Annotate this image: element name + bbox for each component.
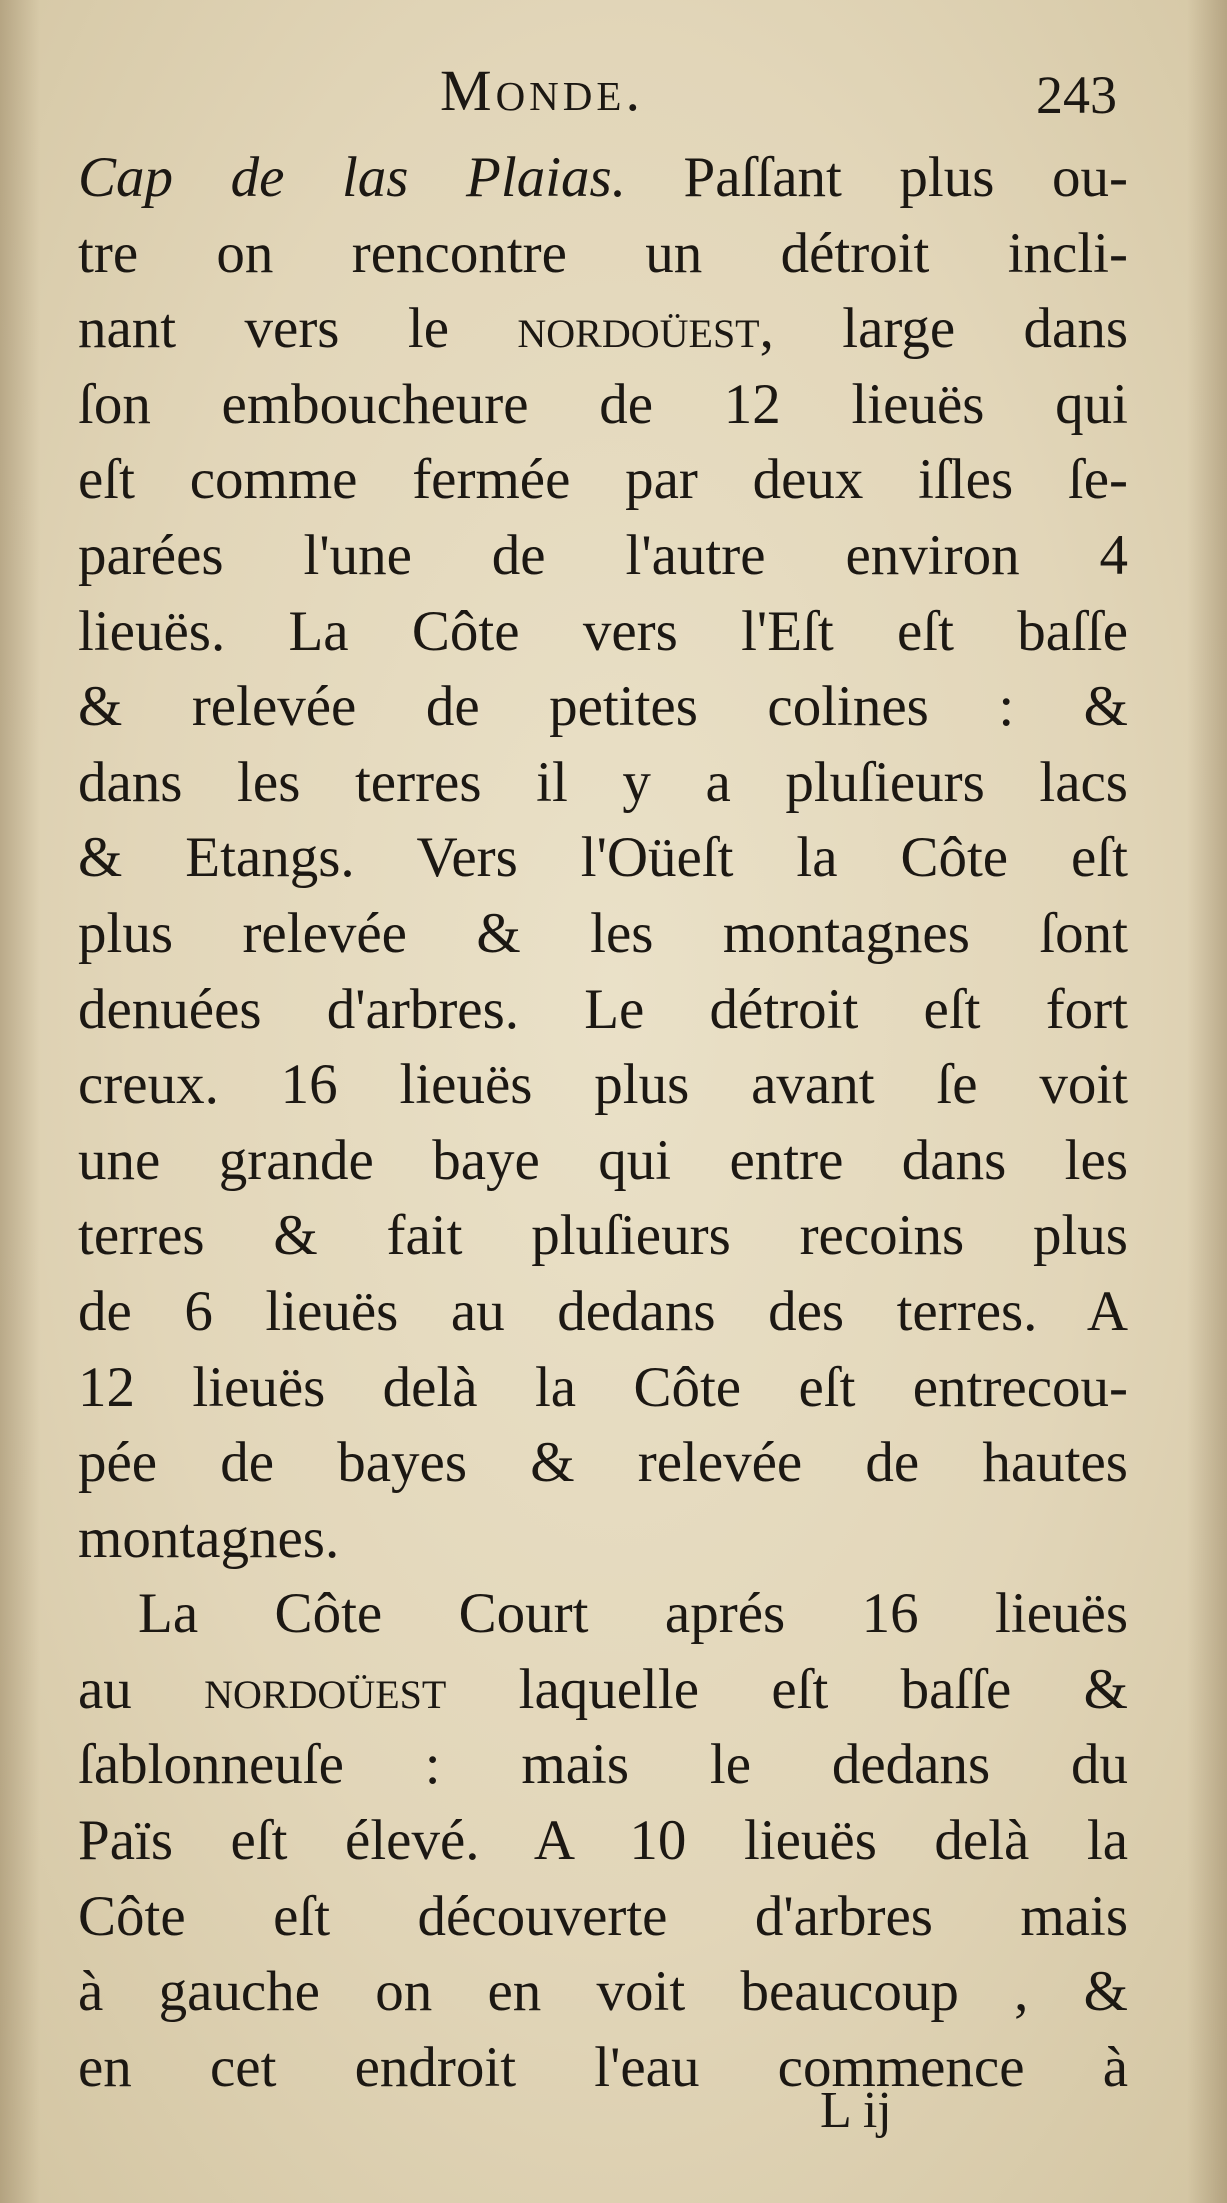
text-segment: au: [78, 1657, 205, 1721]
text-line: Païs eſt élevé. A 10 lieuës delà la: [78, 1809, 1128, 1873]
text-segment: nant vers le: [78, 297, 518, 361]
body-text: [78, 140, 1128, 2105]
text-line: pée de bayes & relevée de hautes: [78, 1431, 1128, 1495]
text-line: 12 lieuës delà la Côte eſt entrecou-: [78, 1355, 1128, 1419]
page-number: 243: [1036, 65, 1117, 125]
text-line: La Côte Court aprés 16 lieuës: [138, 1582, 1128, 1646]
text-line: & relevée de petites colines : &: [78, 675, 1128, 739]
text-line: dans les terres il y a pluſieurs lacs: [78, 750, 1128, 814]
text-line: lieuës. La Côte vers l'Eſt eſt baſſe: [78, 599, 1128, 663]
page-edge-shadow-left: [0, 0, 40, 2203]
text-segment: laquelle eſt baſſe &: [446, 1657, 1128, 1721]
text-line: ſon emboucheure de 12 lieuës qui: [78, 372, 1128, 436]
text-line: [78, 1652, 1128, 1728]
text-line: une grande baye qui entre dans les: [78, 1128, 1128, 1192]
text-segment: , large dans: [759, 297, 1128, 361]
text-line: tre on rencontre un détroit incli-: [78, 221, 1128, 285]
text-line: [78, 140, 1128, 216]
direction-small-caps: nordoüeſt: [517, 297, 760, 361]
text-line: eſt comme fermée par deux iſles ſe-: [78, 448, 1128, 512]
text-line: à gauche on en voit beaucoup , &: [78, 1960, 1128, 2024]
signature-mark: L ij: [820, 2082, 892, 2139]
direction-small-caps: nordoüeſt: [204, 1657, 447, 1721]
text-line: Côte eſt découverte d'arbres mais: [78, 1884, 1128, 1948]
text-line: montagnes.: [78, 1506, 340, 1570]
running-head: Monde.: [440, 58, 644, 123]
page-edge-shadow-right: [1187, 0, 1227, 2203]
text-line: & Etangs. Vers l'Oüeſt la Côte eſt: [78, 826, 1128, 890]
text-line: denuées d'arbres. Le détroit eſt fort: [78, 977, 1128, 1041]
text-line: [78, 291, 1128, 367]
text-line: parées l'une de l'autre environ 4: [78, 523, 1128, 587]
text-line: en cet endroit l'eau commence à: [78, 2035, 1128, 2099]
text-segment: Paſſant plus ou-: [625, 146, 1128, 209]
text-line: creux. 16 lieuës plus avant ſe voit: [78, 1053, 1128, 1117]
text-line: terres & fait pluſieurs recoins plus: [78, 1204, 1128, 1268]
text-line: plus relevée & les montagnes ſont: [78, 901, 1128, 965]
text-line: ſablonneuſe : mais le dedans du: [78, 1733, 1128, 1797]
text-line: de 6 lieuës au dedans des terres. A: [78, 1279, 1128, 1343]
place-name-italic: Cap de las Plaias.: [78, 146, 626, 209]
